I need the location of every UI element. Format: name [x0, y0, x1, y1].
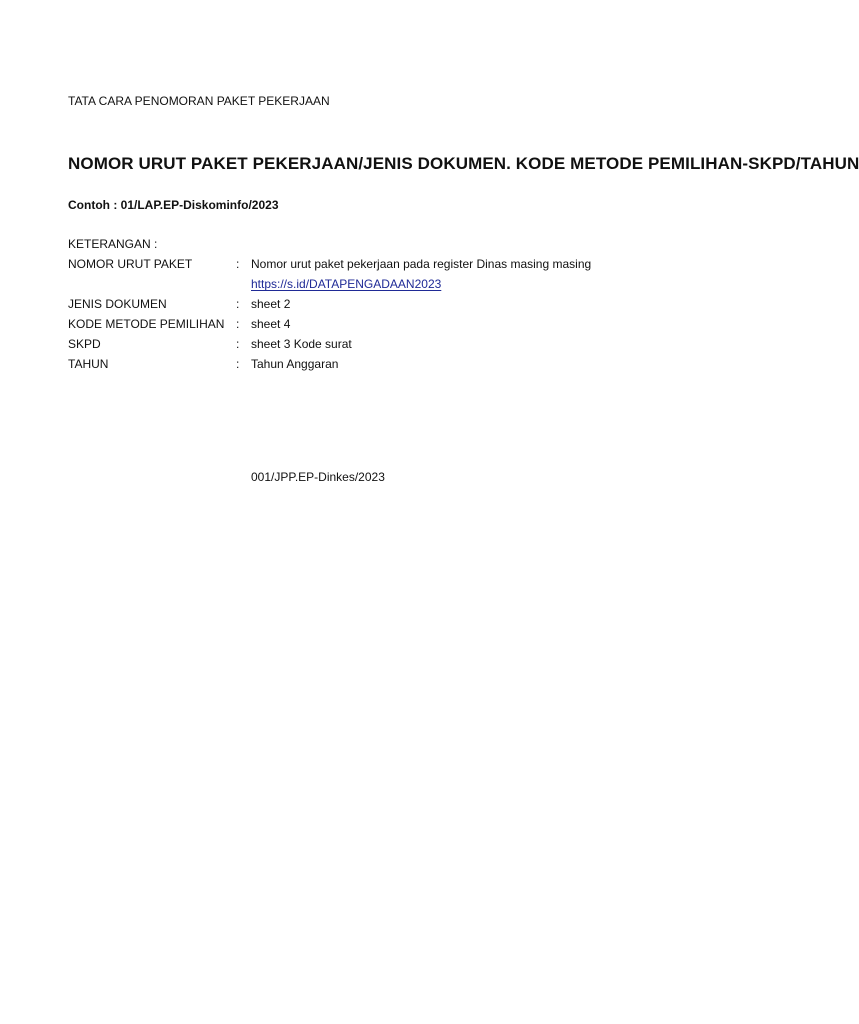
info-row-selection-method — [68, 314, 708, 334]
information-title: KETERANGAN : — [68, 237, 158, 251]
main-title: NOMOR URUT PAKET PEKERJAAN/JENIS DOKUMEN. KODE METODE PEMILIHAN-SKPD/TAHUN — [68, 154, 859, 173]
info-row-package-number — [68, 254, 708, 274]
info-separator: : — [236, 297, 240, 311]
sample-package-code: 001/JPP.EP-Dinkes/2023 — [251, 470, 385, 484]
info-label-selection-method: KODE METODE PEMILIHAN — [68, 317, 225, 331]
info-separator: : — [236, 257, 240, 271]
info-label-package-number: NOMOR URUT PAKET — [68, 257, 193, 271]
info-separator: : — [236, 337, 240, 351]
info-row-skpd — [68, 334, 708, 354]
information-section — [68, 234, 708, 374]
example-code: Contoh : 01/LAP.EP-Diskominfo/2023 — [68, 198, 279, 212]
info-row-year — [68, 354, 708, 374]
info-label-skpd: SKPD — [68, 337, 101, 351]
info-value-package-number: Nomor urut paket pekerjaan pada register Dinas masing masing — [251, 257, 592, 271]
info-row-register-link — [68, 274, 708, 294]
info-label-year: TAHUN — [68, 357, 109, 371]
info-value-document-type: sheet 2 — [251, 297, 291, 311]
small-heading: TATA CARA PENOMORAN PAKET PEKERJAAN — [68, 94, 330, 108]
info-value-selection-method: sheet 4 — [251, 317, 291, 331]
info-label-document-type: JENIS DOKUMEN — [68, 297, 167, 311]
register-link[interactable]: https://s.id/DATAPENGADAAN2023 — [251, 277, 442, 291]
main-title-viewport — [68, 150, 859, 178]
info-row-document-type — [68, 294, 708, 314]
info-value-skpd: sheet 3 Kode surat — [251, 337, 352, 351]
info-value-year: Tahun Anggaran — [251, 357, 339, 371]
info-separator: : — [236, 317, 240, 331]
info-separator: : — [236, 357, 240, 371]
